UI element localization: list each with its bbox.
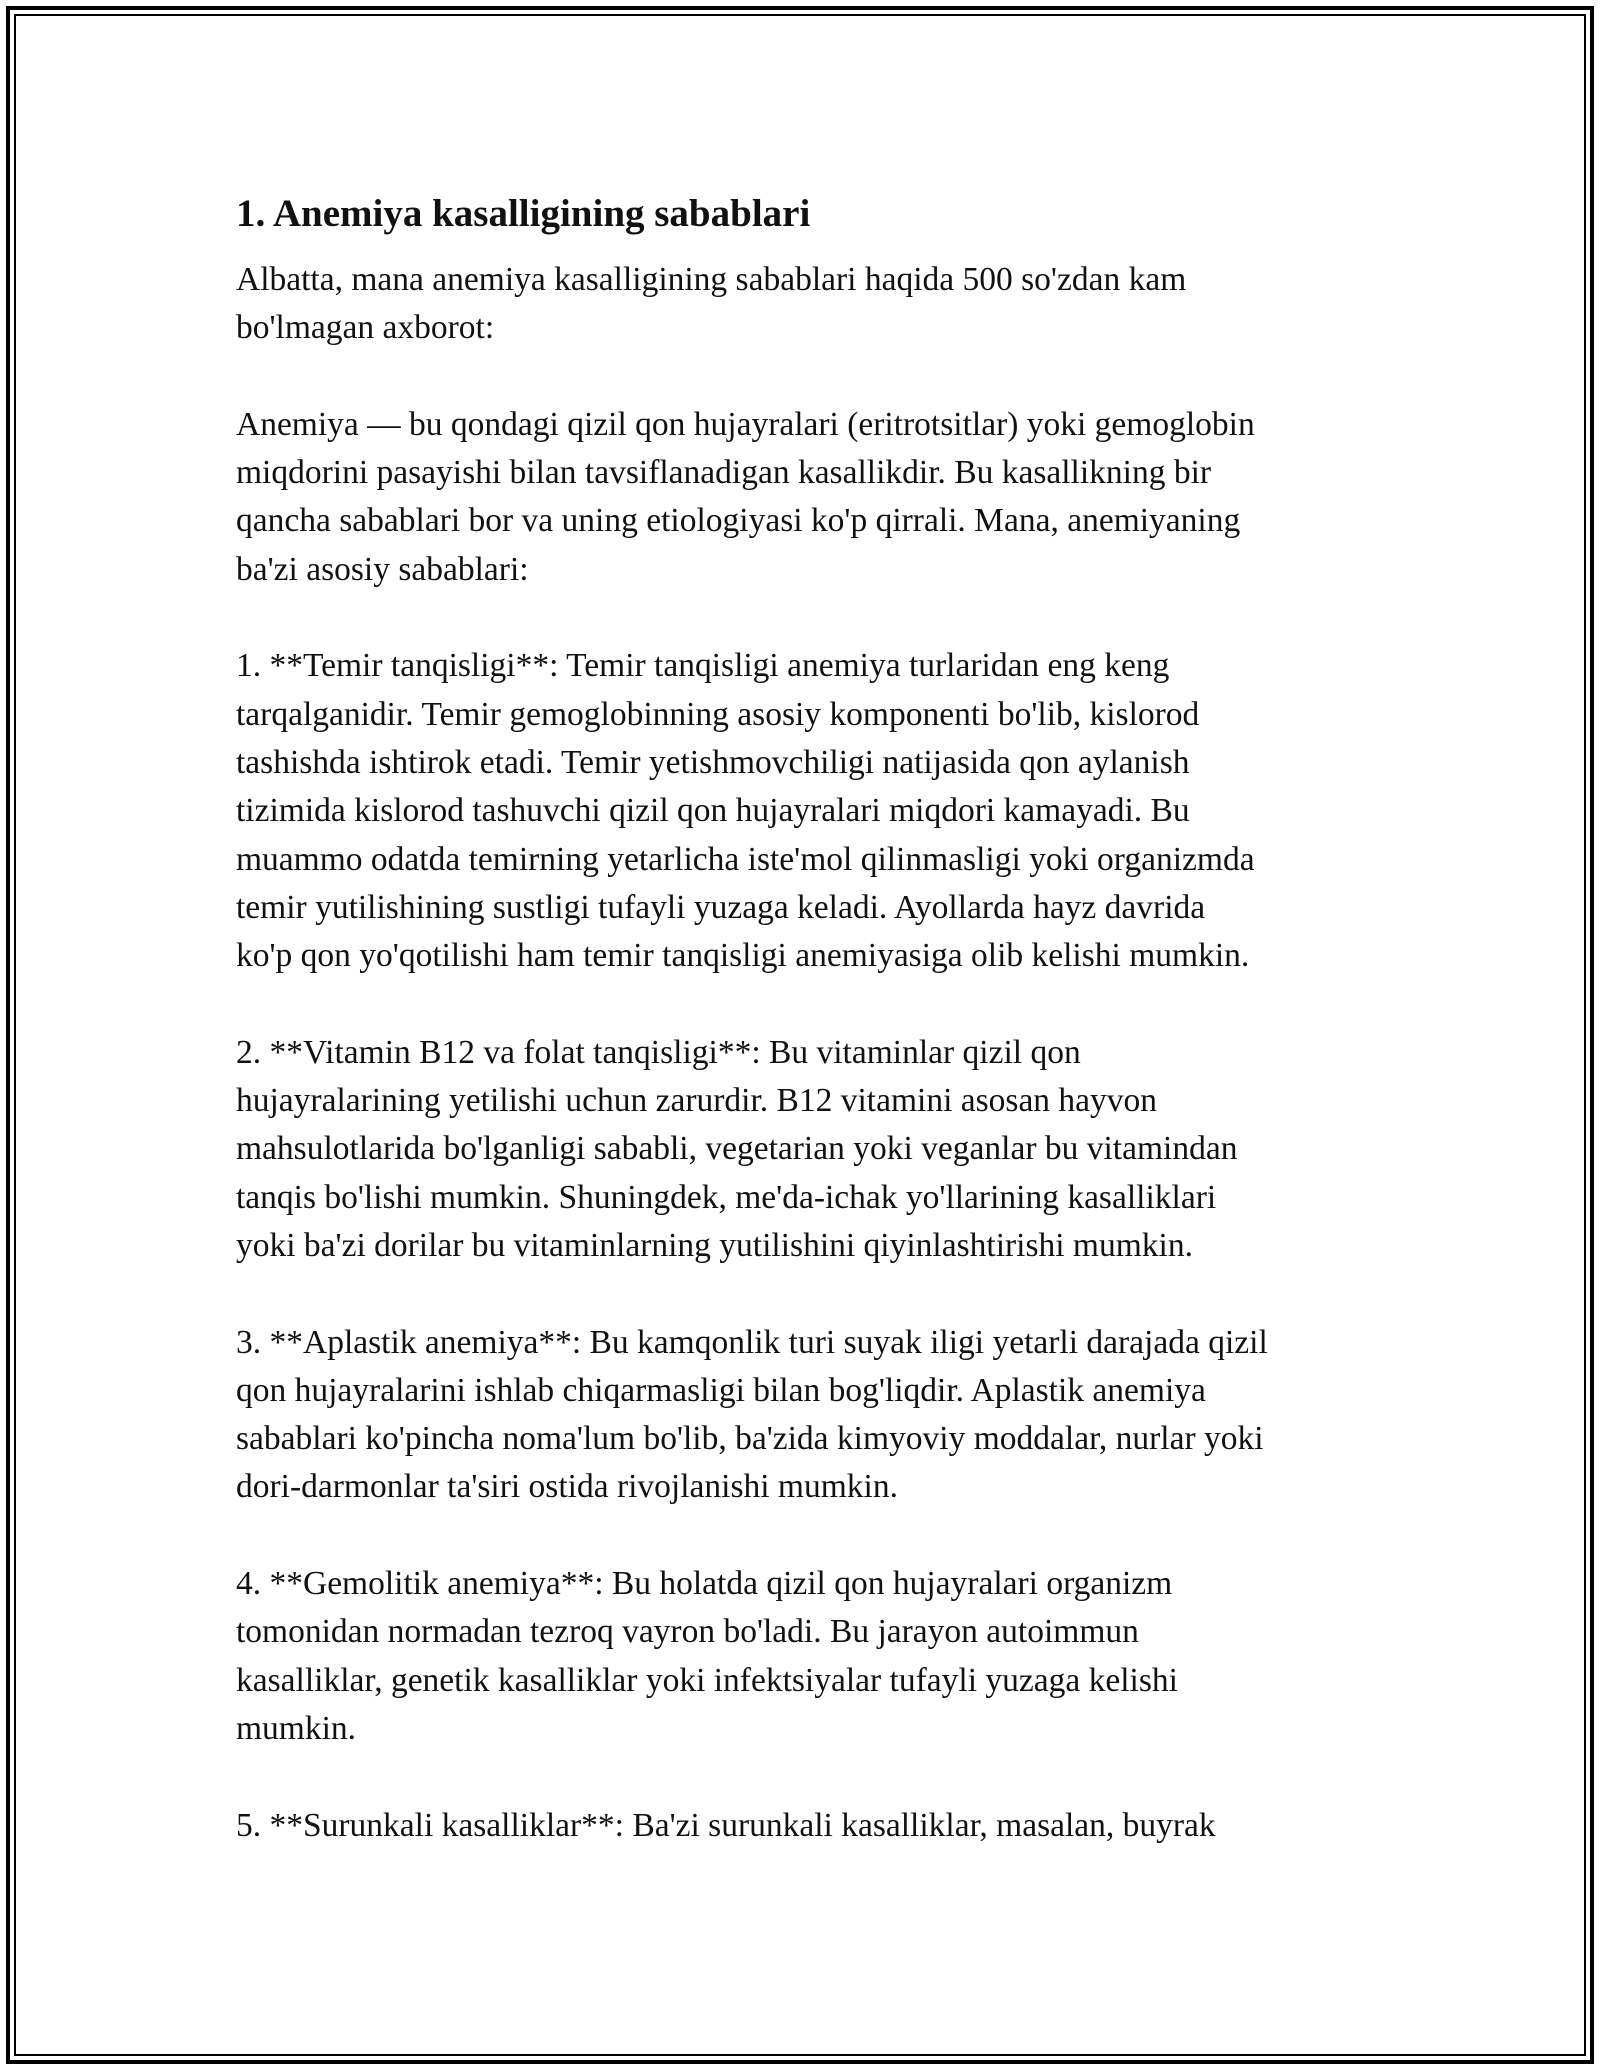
- paragraph-definition: [236, 401, 1376, 594]
- text-line: qancha sabablari bor va uning etiologiyasi ko'p qirrali. Mana, anemiyaning: [236, 502, 1241, 540]
- list-item-iron-deficiency: [236, 642, 1376, 980]
- text-line: kasalliklar, genetik kasalliklar yoki infektsiyalar tufayli yuzaga kelishi: [236, 1661, 1178, 1699]
- list-item-aplastic: [236, 1319, 1376, 1512]
- text-line: mumkin.: [236, 1709, 357, 1747]
- text-line: ba'zi asosiy sabablari:: [236, 550, 529, 588]
- text-line: bo'lmagan axborot:: [236, 309, 495, 347]
- list-item-b12-folate: [236, 1029, 1376, 1270]
- text-line: tomonidan normadan tezroq vayron bo'ladi. Bu jarayon autoimmun: [236, 1613, 1139, 1651]
- text-line: Albatta, mana anemiya kasalligining sabablari haqida 500 so'zdan kam: [236, 261, 1187, 298]
- text-line: 4. **Gemolitik anemiya**: Bu holatda qizil qon hujayralari organizm: [236, 1565, 1173, 1603]
- text-line: yoki ba'zi dorilar bu vitaminlarning yutilishini qiyinlashtirishi mumkin.: [236, 1226, 1193, 1264]
- paragraph-intro: [236, 256, 1376, 353]
- text-line: 1. **Temir tanqisligi**: Temir tanqisligi anemiya turlaridan eng keng: [236, 647, 1170, 685]
- section-heading: 1. Anemiya kasalligining sabablari: [236, 192, 811, 235]
- text-line: tarqalganidir. Temir gemoglobinning asosiy komponenti bo'lib, kislorod: [236, 695, 1200, 733]
- text-line: Anemiya — bu qondagi qizil qon hujayralari (eritrotsitlar) yoki gemoglobin: [236, 405, 1255, 443]
- text-line: mahsulotlarida bo'lganligi sababli, vegetarian yoki veganlar bu vitamindan: [236, 1130, 1238, 1168]
- text-line: tashishda ishtirok etadi. Temir yetishmovchiligi natijasida qon aylanish: [236, 743, 1190, 781]
- text-line: dori-darmonlar ta'siri ostida rivojlanishi mumkin.: [236, 1468, 898, 1506]
- text-line: hujayralarining yetilishi uchun zarurdir. B12 vitamini asosan hayvon: [236, 1082, 1158, 1120]
- text-line: miqdorini pasayishi bilan tavsiflanadigan kasallikdir. Bu kasallikning bir: [236, 454, 1212, 492]
- list-item-chronic: [236, 1802, 1376, 1850]
- text-line: temir yutilishining sustligi tufayli yuzaga keladi. Ayollarda hayz davrida: [236, 888, 1206, 926]
- text-line: 2. **Vitamin B12 va folat tanqisligi**: Bu vitaminlar qizil qon: [236, 1033, 1081, 1071]
- text-line: tizimida kislorod tashuvchi qizil qon hujayralari miqdori kamayadi. Bu: [236, 792, 1190, 830]
- text-line: 5. **Surunkali kasalliklar**: Ba'zi surunkali kasalliklar, masalan, buyrak: [236, 1806, 1216, 1844]
- text-line: 3. **Aplastik anemiya**: Bu kamqonlik turi suyak iligi yetarli darajada qizil: [236, 1323, 1268, 1361]
- text-line: tanqis bo'lishi mumkin. Shuningdek, me'da-ichak yo'llarining kasalliklari: [236, 1178, 1217, 1216]
- text-line: ko'p qon yo'qotilishi ham temir tanqisligi anemiyasiga olib kelishi mumkin.: [236, 937, 1250, 975]
- document-body: [236, 186, 1376, 1898]
- text-line: qon hujayralarini ishlab chiqarmasligi bilan bog'liqdir. Aplastik anemiya: [236, 1371, 1206, 1409]
- list-item-hemolytic: [236, 1560, 1376, 1753]
- text-line: sabablari ko'pincha noma'lum bo'lib, ba'zida kimyoviy moddalar, nurlar yoki: [236, 1420, 1264, 1458]
- text-line: muammo odatda temirning yetarlicha iste'mol qilinmasligi yoki organizmda: [236, 840, 1255, 878]
